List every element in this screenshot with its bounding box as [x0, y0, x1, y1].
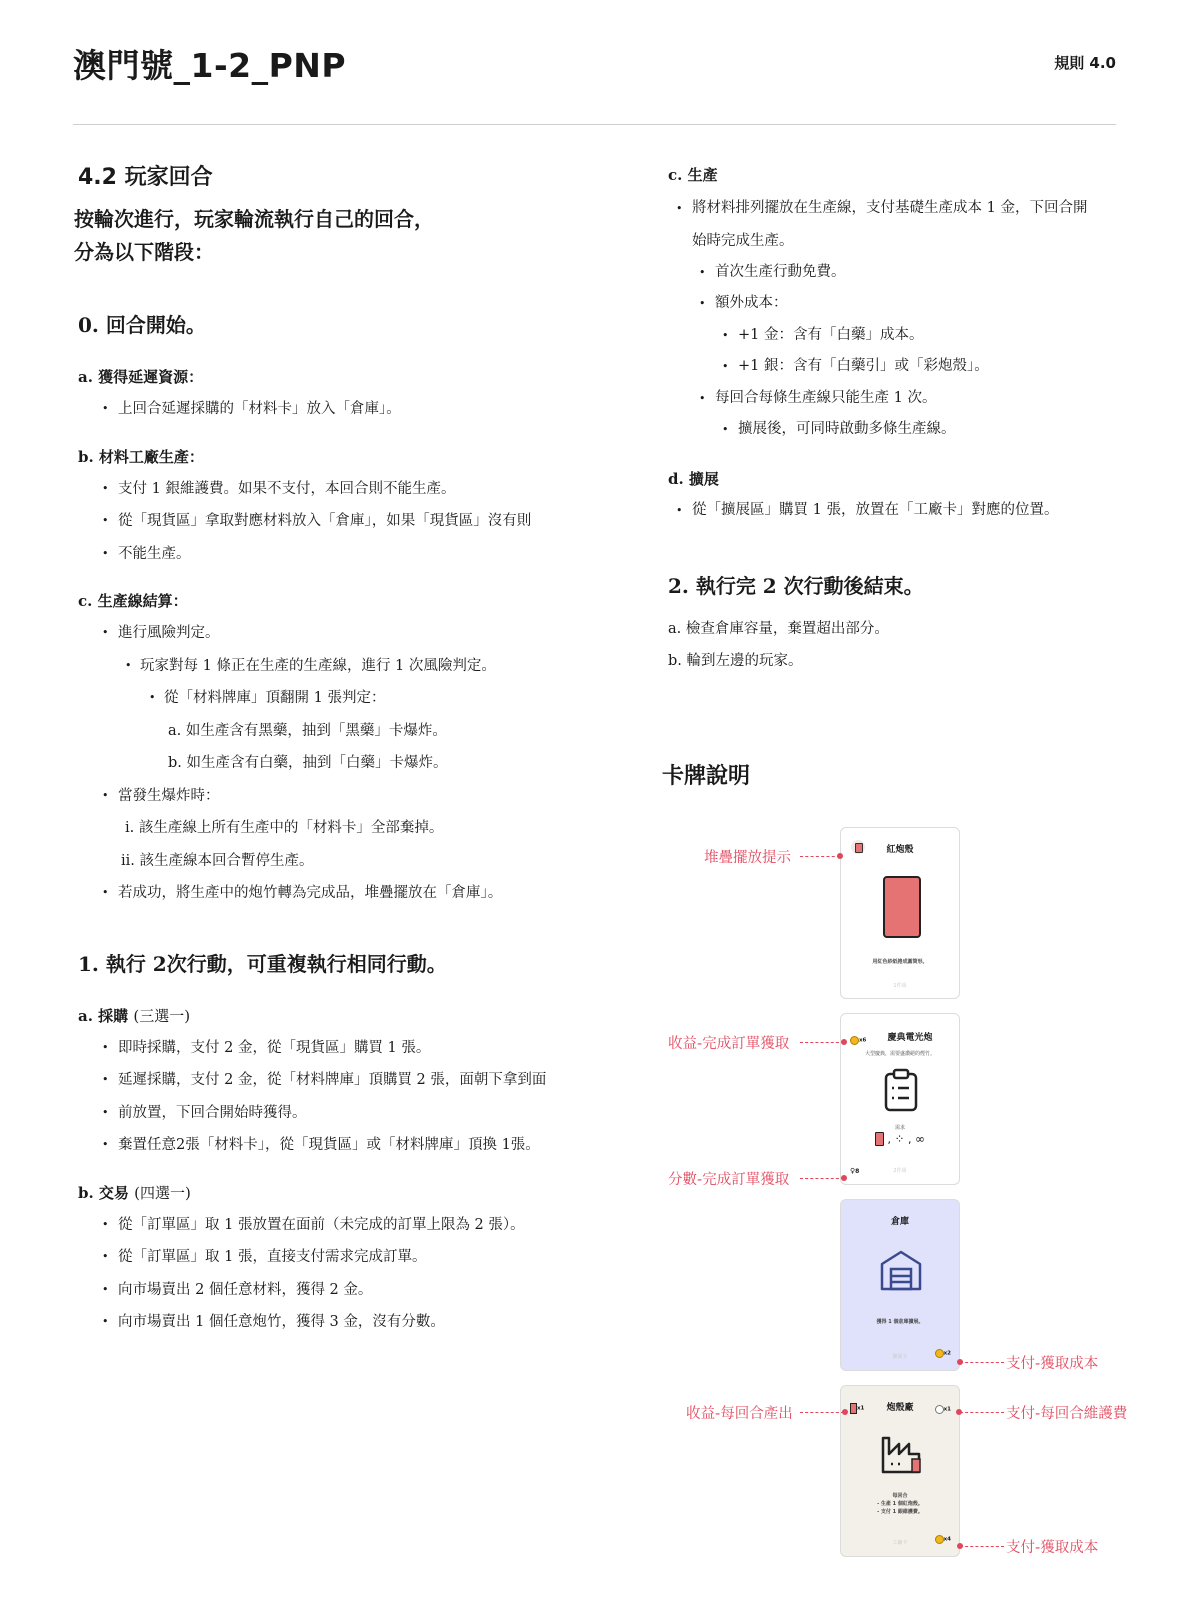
callout-pay-upkeep: 支付-每回合維護費 — [1006, 1406, 1128, 1422]
list-item: • 支付 1 銀維護費。如果不支付，本回合則不能生產。 — [78, 473, 598, 506]
phase2-list — [668, 613, 1138, 677]
silver-coin-icon — [935, 1405, 944, 1414]
phase1-title: 1. 執行 2次行動，可重複執行相同行動。 — [78, 951, 447, 976]
list-item: ii. 該生產線本回合暫停生產。 — [121, 852, 314, 869]
list-item: • 從「材料牌庫」頂翻開 1 張判定： — [78, 682, 598, 715]
callout-score-order: 分數-完成訂單獲取 — [668, 1172, 790, 1188]
card-subtitle: 大型慶典，需要盛讚絕的煙竹。 — [864, 1051, 935, 1057]
list-item: • 每回合每條生產線只能生產 1 次。 — [668, 383, 1138, 415]
card-footer: 2件組 — [893, 1168, 907, 1174]
rule-version: 規則 4.0 — [1054, 54, 1116, 72]
card-warehouse — [840, 1199, 960, 1371]
separator: , — [887, 1133, 891, 1146]
cost-value: x2 — [943, 1350, 951, 1357]
list-item: • 首次生產行動免費。 — [668, 257, 1138, 289]
phase0c-title: c. 生產線結算： — [78, 592, 188, 610]
desc-line: - 生產 1 個紅炮殼。 — [877, 1501, 923, 1507]
desc-line: 每回合 — [892, 1493, 908, 1499]
list-item: • 向市場賣出 1 個任意炮竹，獲得 3 金，沒有分數。 — [78, 1306, 598, 1339]
list-item: • +1 金：含有「白藥」成本。 — [668, 320, 1138, 352]
callout-stack: 堆疊擺放提示 — [704, 850, 791, 866]
expand-list — [668, 495, 1138, 527]
list-item: • 進行風險判定。 — [78, 617, 598, 650]
gold-coin-icon — [935, 1535, 944, 1544]
list-item: • 額外成本： — [668, 288, 1138, 320]
desc-line: - 支付 1 銀維護費。 — [877, 1509, 923, 1515]
phase1a-list — [78, 1032, 598, 1162]
phase0b-list — [78, 473, 598, 571]
list-item: • 從「訂單區」取 1 張放置在面前（未完成的訂單上限為 2 張）。 — [78, 1209, 598, 1242]
callout-leader — [800, 1042, 844, 1043]
callout-dot — [841, 1039, 847, 1045]
card-title: 慶典電光炮 — [887, 1033, 933, 1043]
left-column — [74, 160, 598, 1339]
phase1a-title — [78, 1005, 598, 1026]
powder-icon: ⁘ — [894, 1132, 905, 1146]
list-item: • 玩家對每 1 條正在生產的生產線，進行 1 次風險判定。 — [78, 650, 598, 683]
warehouse-icon — [879, 1248, 923, 1292]
gold-coin-icon — [850, 1036, 859, 1045]
list-item: • 從「擴展區」購買 1 張，放置在「工廠卡」對應的位置。 — [668, 495, 1138, 527]
intro-line: 分為以下階段： — [74, 240, 214, 264]
callout-pay-cost: 支付-獲取成本 — [1006, 1356, 1099, 1372]
card-red-shell — [840, 827, 960, 999]
continued-text: 不能生產。 — [118, 545, 191, 562]
production-list — [668, 193, 1138, 446]
list-item: • 向市場賣出 2 個任意材料，獲得 2 金。 — [78, 1274, 598, 1307]
list-item: • 棄置任意2張「材料卡」，從「現貨區」或「材料牌庫」頂換 1張。 — [78, 1129, 598, 1162]
phase0c-list — [78, 617, 598, 910]
intro-line: 按輪次進行，玩家輪流執行自己的回合， — [74, 207, 434, 231]
right-column — [662, 164, 1138, 790]
requirement-icons — [841, 1132, 959, 1146]
callout-reward-round: 收益-每回合產出 — [686, 1406, 793, 1422]
callout-leader — [960, 1412, 1004, 1413]
header-divider — [73, 124, 1116, 125]
card-order — [840, 1013, 960, 1185]
list-item: • 從「訂單區」取 1 張，直接支付需求完成訂單。 — [78, 1241, 598, 1274]
section-title: 4.2 玩家回合 — [78, 165, 213, 190]
callout-dot — [841, 1175, 847, 1181]
phase1a-note: (三選一) — [133, 1006, 191, 1025]
list-item: b. 輪到左邊的玩家。 — [668, 653, 803, 669]
list-item: • 將材料排列擺放在生產線，支付基礎生產成本 1 金，下回合開 — [668, 193, 1138, 225]
factory-icon — [879, 1432, 925, 1476]
list-item: a. 檢查倉庫容量，棄置超出部分。 — [668, 621, 889, 637]
callout-leader — [960, 1362, 1004, 1363]
output-count: x1 — [857, 1405, 865, 1412]
production-title: c. 生產 — [668, 166, 718, 184]
card-desc: 獲得 1 個倉庫擴展。 — [876, 1319, 924, 1325]
list-item: • 上回合延遲採購的「材料卡」放入「倉庫」。 — [78, 393, 598, 426]
phase1b-title — [78, 1182, 598, 1203]
list-item: a. 如生產含有黑藥，抽到「黑藥」卡爆炸。 — [168, 722, 447, 739]
card-title: 炮殼廠 — [886, 1403, 914, 1413]
card-footer: 工廠卡 — [892, 1540, 908, 1546]
phase0-title: 0. 回合開始。 — [78, 313, 206, 337]
card-desc — [841, 1492, 959, 1516]
card-factory — [840, 1385, 960, 1557]
callout-pay-cost: 支付-獲取成本 — [1006, 1540, 1099, 1556]
callout-dot — [842, 1409, 848, 1415]
gold-coin-icon — [935, 1349, 944, 1358]
phase1b-label: b. 交易 — [78, 1183, 129, 1202]
card-cost — [935, 1529, 951, 1548]
phase1b-list — [78, 1209, 598, 1339]
list-item-continued — [78, 1097, 598, 1130]
clipboard-icon — [883, 1068, 919, 1112]
phase0a-title: a. 獲得延遲資源： — [78, 368, 204, 386]
cards-section-title: 卡牌說明 — [662, 764, 751, 789]
list-item: • 從「現貨區」拿取對應材料放入「倉庫」，如果「現貨區」沒有則 — [78, 505, 598, 538]
list-item: • 延遲採購，支付 2 金，從「材料牌庫」頂購買 2 張，面朝下拿到面 — [78, 1064, 598, 1097]
fuse-icon: ∞ — [915, 1132, 926, 1146]
list-item: • 擴展後，可同時啟動多條生產線。 — [668, 414, 1138, 446]
phase0b-title: b. 材料工廠生產： — [78, 447, 204, 466]
list-item: • 當發生爆炸時： — [78, 780, 598, 813]
requirement-label: 需求 — [894, 1125, 905, 1131]
phase1b-note: (四選一) — [134, 1183, 191, 1202]
phase2-title: 2. 執行完 2 次行動後結束。 — [668, 574, 924, 598]
list-item: • +1 銀：含有「白藥引」或「彩炮殼」。 — [668, 351, 1138, 383]
callout-leader — [800, 1412, 844, 1413]
section-intro — [74, 203, 598, 269]
card-title: 倉庫 — [890, 1217, 909, 1227]
list-item-continued: 始時完成生產。 — [692, 232, 794, 249]
card-cost — [935, 1343, 951, 1362]
document-title: 澳門號_1-2_PNP — [73, 46, 347, 85]
card-desc: 用紅色紗紙捲成圓筒形。 — [872, 959, 928, 965]
callout-dot — [837, 853, 843, 859]
score-icon: ♀ — [850, 1167, 856, 1175]
red-shell-icon — [883, 876, 921, 938]
continued-text: 前放置，下回合開始時獲得。 — [118, 1104, 307, 1121]
phase1a-label: a. 採購 — [78, 1006, 129, 1025]
red-shell-icon — [875, 1132, 884, 1146]
card-footer: 擴展卡 — [892, 1354, 908, 1360]
expand-title: d. 擴展 — [668, 469, 719, 488]
score-value: 8 — [855, 1168, 860, 1175]
phase0a-list — [78, 393, 598, 426]
upkeep-count: x1 — [943, 1406, 951, 1413]
reward-count: x6 — [859, 1037, 867, 1044]
list-item: • 若成功，將生產中的炮竹轉為完成品，堆疊擺放在「倉庫」。 — [78, 877, 598, 910]
callout-leader — [800, 856, 840, 857]
callout-reward-order: 收益-完成訂單獲取 — [668, 1036, 790, 1052]
card-title: 紅炮殼 — [886, 845, 914, 855]
list-item: i. 該生產線上所有生產中的「材料卡」全部棄掉。 — [125, 820, 444, 836]
callout-leader — [960, 1546, 1004, 1547]
factory-upkeep — [935, 1399, 951, 1418]
list-item: b. 如生產含有白藥，抽到「白藥」卡爆炸。 — [168, 755, 448, 771]
list-item: • 即時採購，支付 2 金，從「現貨區」購買 1 張。 — [78, 1032, 598, 1065]
cost-value: x4 — [943, 1536, 951, 1543]
callout-leader — [800, 1178, 844, 1179]
separator: , — [908, 1133, 912, 1146]
list-item-continued — [78, 538, 598, 571]
card-footer: 1件組 — [893, 983, 907, 989]
